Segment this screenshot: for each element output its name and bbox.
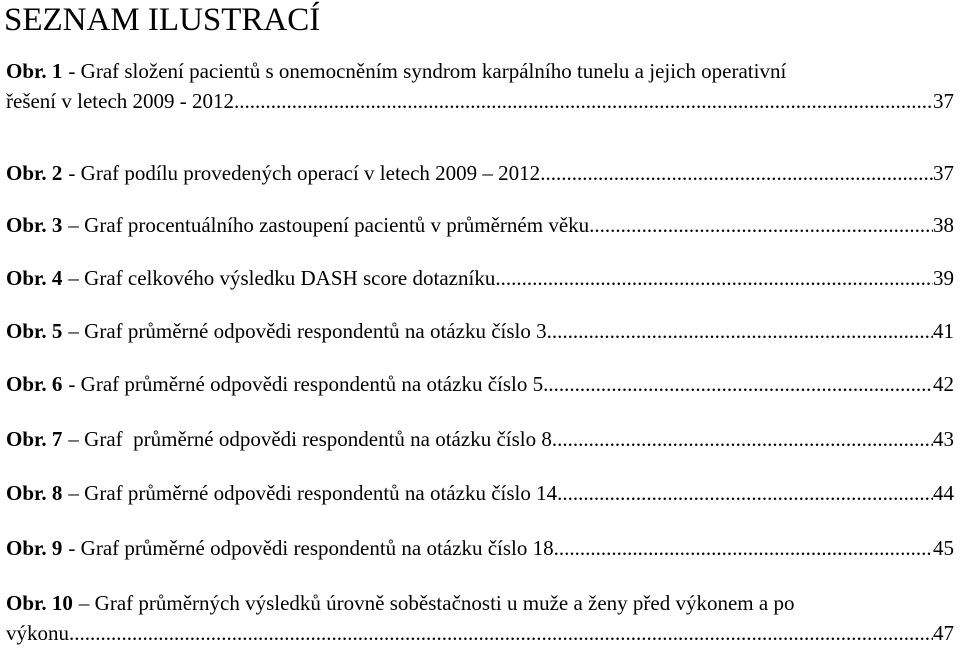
figure-caption: – Graf průměrné odpovědi respondentů na otázku číslo 14 [68, 481, 558, 505]
toc-entry-line [6, 369, 954, 399]
page-number: 45 [933, 536, 954, 560]
page-number: 39 [933, 266, 954, 290]
toc-entry-8[interactable] [6, 478, 954, 508]
toc-entry-line [6, 263, 954, 293]
toc-entry-line [6, 158, 954, 188]
toc-entry-2[interactable] [6, 158, 954, 188]
toc-entry-line [6, 316, 954, 346]
figure-caption-start: – Graf průměrných výsledků úrovně soběstačnosti u muže a ženy před výkonem a po [78, 591, 795, 615]
figure-label: Obr. 6 [6, 372, 63, 396]
page-number: 37 [933, 89, 954, 113]
dot-leader [547, 316, 933, 346]
dot-leader [594, 210, 933, 240]
toc-entry-line [6, 533, 954, 563]
figure-caption: – Graf celkového výsledku DASH score dotazníku [68, 266, 496, 290]
figure-caption: – Graf průměrné odpovědi respondentů na otázku číslo 3 [68, 319, 547, 343]
toc-entry-line [6, 478, 954, 508]
figure-caption-start: - Graf složení pacientů s onemocněním syndrom karpálního tunelu a jejich operativní [68, 59, 787, 83]
toc-entry-first-line [6, 56, 954, 86]
figure-caption: výkonu [6, 621, 69, 645]
figure-caption: – Graf průměrné odpovědi respondentů na otázku číslo 8 [68, 427, 552, 451]
toc-entry-last-line [6, 618, 954, 648]
figure-label: Obr. 8 [6, 481, 63, 505]
figure-label: Obr. 5 [6, 319, 63, 343]
figure-label: Obr. 4 [6, 266, 63, 290]
figure-label: Obr. 7 [6, 427, 63, 451]
figure-label: Obr. 2 [6, 161, 63, 185]
page-number: 42 [933, 372, 954, 396]
dot-leader [552, 424, 933, 454]
dot-leader [234, 86, 933, 116]
page-title: SEZNAM ILUSTRACÍ [4, 2, 321, 38]
page-number: 38 [933, 213, 954, 237]
page-number: 47 [933, 621, 954, 645]
toc-entry-7[interactable] [6, 424, 954, 454]
figure-caption: - Graf průměrné odpovědi respondentů na otázku číslo 18 [68, 536, 554, 560]
page-number: 44 [933, 481, 954, 505]
toc-entry-line [6, 424, 954, 454]
figure-caption: - Graf podílu provedených operací v letech 2009 – 2012 [68, 161, 541, 185]
toc-entry-4[interactable] [6, 263, 954, 293]
toc-entry-first-line [6, 588, 954, 618]
dot-leader [543, 369, 933, 399]
toc-entry-3[interactable] [6, 210, 954, 240]
toc-entry-last-line [6, 86, 954, 116]
toc-entry-9[interactable] [6, 533, 954, 563]
figure-label: Obr. 1 [6, 59, 63, 83]
toc-entry-10[interactable] [6, 588, 954, 648]
dot-leader [557, 478, 933, 508]
toc-entry-1[interactable] [6, 56, 954, 116]
figure-label: Obr. 10 [6, 591, 73, 615]
figure-label: Obr. 3 [6, 213, 63, 237]
dot-leader [69, 618, 933, 648]
page-number: 37 [933, 161, 954, 185]
figure-caption: – Graf procentuálního zastoupení pacientů v průměrném věku. [68, 213, 595, 237]
toc-entry-6[interactable] [6, 369, 954, 399]
figure-caption: řešení v letech 2009 - 2012 [6, 89, 235, 113]
figure-caption: - Graf průměrné odpovědi respondentů na otázku číslo 5 [68, 372, 544, 396]
dot-leader [540, 158, 933, 188]
dot-leader [554, 533, 933, 563]
page-number: 43 [933, 427, 954, 451]
figure-label: Obr. 9 [6, 536, 63, 560]
dot-leader [495, 263, 933, 293]
toc-entry-line [6, 210, 954, 240]
page-number: 41 [933, 319, 954, 343]
toc-entry-5[interactable] [6, 316, 954, 346]
